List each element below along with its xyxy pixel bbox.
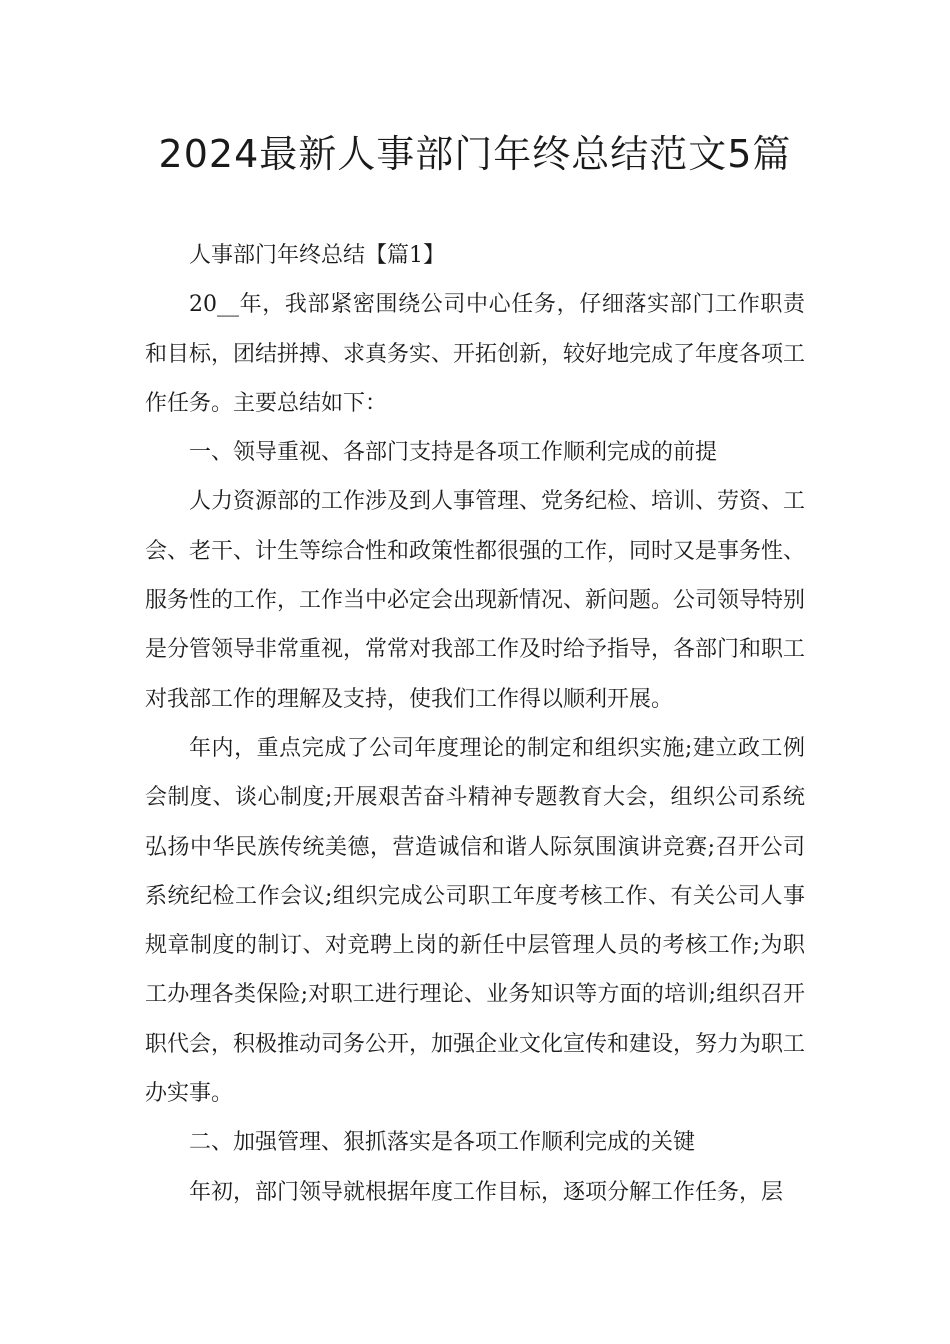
section-heading: 一、领导重视、各部门支持是各项工作顺利完成的前提 [189, 440, 718, 466]
paragraph: 20__年，我部紧密围绕公司中心任务，仔细落实部门工作职责和目标，团结拼搏、求真务实、开拓创新，较好地完成了年度各项工作任务。主要总结如下： [145, 292, 806, 416]
document-body [145, 231, 805, 1217]
paragraph: 年初，部门领导就根据年度工作目标，逐项分解工作任务，层 [189, 1179, 784, 1205]
section-heading: 人事部门年终总结【篇1】 [189, 243, 445, 268]
paragraph: 年内，重点完成了公司年度理论的制定和组织实施;建立政工例会制度、谈心制度;开展艰苦奋斗精神专题教育大会，组织公司系统弘扬中华民族传统美德，营造诚信和谐人际氛围演讲竞赛;召开公司系统纪检工作会议;组织完成公司职工年度考核工作、有关公司人事规章制度的制订、对竞聘上岗的新任中层管理人员的考核工作;为职工办理各类保险;对职工进行理论、业务知识等方面的培训;组织召开职代会，积极推动司务公开，加强企业文化宣传和建设，努力为职工办实事。 [145, 735, 806, 1107]
document-title: 2024最新人事部门年终总结范文5篇 [158, 132, 792, 176]
section-heading: 二、加强管理、狠抓落实是各项工作顺利完成的关键 [189, 1130, 696, 1156]
paragraph: 人力资源部的工作涉及到人事管理、党务纪检、培训、劳资、工会、老干、计生等综合性和政策性都很强的工作，同时又是事务性、服务性的工作，工作当中必定会出现新情况、新问题。公司领导特别是分管领导非常重视，常常对我部工作及时给予指导，各部门和职工对我部工作的理解及支持，使我们工作得以顺利开展。 [145, 489, 806, 712]
